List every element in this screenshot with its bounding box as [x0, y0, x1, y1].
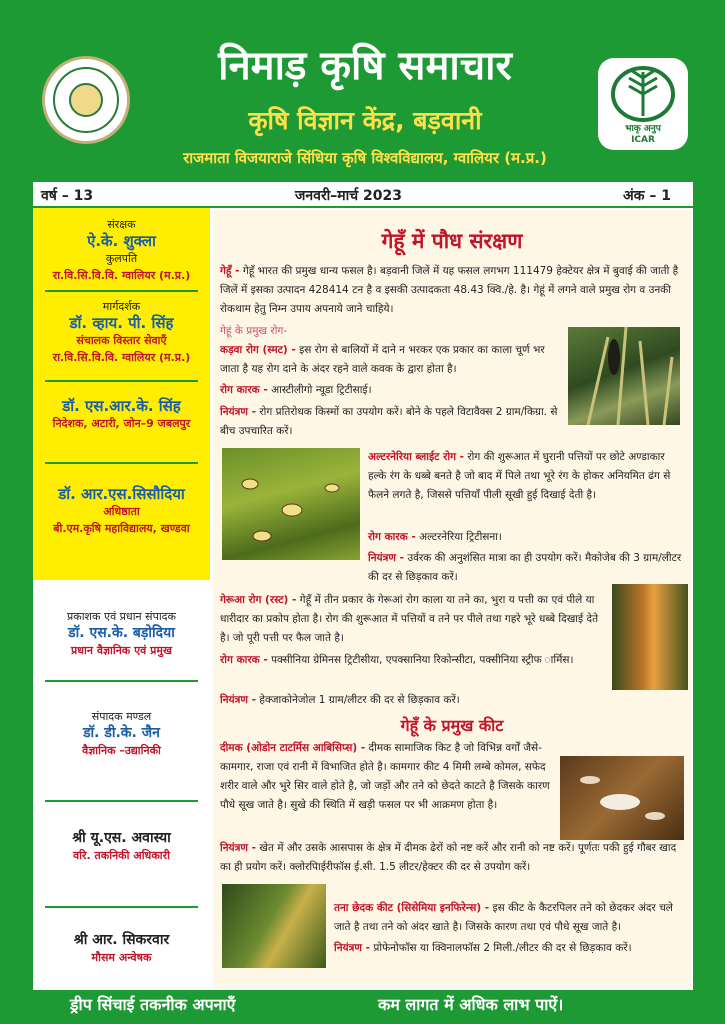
- guide-name: डॉ. व्हाय. पी. सिंह: [69, 314, 174, 332]
- wheat-ear-illustration: [568, 327, 680, 425]
- footer-slogan-right: कम लागत में अधिक लाभ पाऐं।: [378, 995, 564, 1014]
- editorial-role: वैज्ञानिक –उद्यानिकी: [82, 744, 161, 757]
- footer-slogan-left: ड्रीप सिंचाई तकनीक अपनाएँ: [70, 995, 236, 1014]
- atari-name: डॉ. एस.आर.के. सिंह: [62, 397, 181, 415]
- patron-name: ऐ.के. शुक्ला: [87, 232, 156, 250]
- borer-paragraph: [334, 899, 686, 937]
- dean-block: [33, 486, 210, 537]
- smut-cause-lead: रोग कारक -: [220, 384, 268, 396]
- rust-paragraph: [220, 591, 608, 648]
- guide-role: संचालक विस्तार सेवाएँ: [76, 334, 167, 347]
- smut-control-text: रोग प्रतिरोधक किस्मों का उपयोग करें। बोने के पहले विटावैक्स 2 ग्राम/किग्रा. से बीच उपचारित करें।: [220, 406, 558, 437]
- rust-text: गेहूँ में तीन प्रकार के गेरूआं रोग काला या तने का, भुरा य पत्ती का एवं पीले या धारीदार का प्रकोप होता है। रोग की शुरूआत में पत्तियों व तने पर पीले तथा गहरे भूरे धब्बे दिखाई देते है। जो पूरी पत्ती पर फैल जाते है।: [220, 594, 599, 644]
- editorial-label: संपादक मण्डल: [91, 710, 152, 723]
- pests-title: गेहूँ के प्रमुख कीट: [400, 716, 504, 735]
- issue-number: अंक – 1: [623, 188, 671, 204]
- blight-paragraph: [368, 448, 686, 505]
- smut-lead: कड़वा रोग (स्मट) -: [220, 344, 296, 356]
- guide-block: [33, 298, 210, 366]
- divider: [45, 800, 198, 802]
- smut-control: [220, 403, 564, 441]
- borer-lead: तना छेदक कीट (सिसेमिया इनफिरेन्स) -: [334, 902, 490, 914]
- termite-paragraph: [220, 739, 558, 815]
- publisher-block: [33, 608, 210, 659]
- sidebar-patrons: [33, 208, 210, 580]
- termite-photo: [560, 756, 684, 840]
- divider: [45, 290, 198, 292]
- patron-org: रा.वि.सि.वि.वि. ग्वालियर (म.प्र.): [52, 269, 191, 282]
- termite-illustration: [560, 756, 684, 840]
- university-logo: [42, 56, 130, 144]
- editorial-name: डॉ. डी.के. जैन: [83, 725, 160, 741]
- publisher-label: प्रकाशक एवं प्रधान संपादक: [67, 610, 176, 623]
- diseases-label: गेहूं के प्रमुख रोग-: [220, 325, 288, 337]
- dean-name: डॉ. आर.एस.सिसौदिया: [58, 485, 185, 503]
- rust-control-text: हेक्जाकोनेजोल 1 ग्राम/लीटर की दर से छिड़काव करें।: [259, 694, 460, 706]
- termite-control-lead: नियंत्रण -: [220, 842, 257, 854]
- smut-cause: [220, 381, 564, 400]
- icar-hindi-label: भाकृ अनुप: [625, 124, 661, 134]
- borer-control: [334, 939, 686, 958]
- smut-cause-text: आस्टीलीगो न्यूडा ट्रिटीसाई।: [271, 384, 372, 396]
- intro-lead: गेहूँ -: [220, 265, 240, 277]
- rust-cause: [220, 651, 608, 670]
- rust-control-lead: नियंत्रण -: [220, 694, 257, 706]
- blight-photo: [222, 448, 360, 560]
- rust-cause-text: पक्सीनिया ग्रेमिनस ट्रिटीसीया, एपक्सानिया रिकोन्सीटा, पक्सीनिया स्ट्रीफ ार्मिस।: [271, 654, 574, 666]
- intro-text: गेहूँ भारत की प्रमुख धान्य फसल है। बड़वानी जिलें में यह फसल लगभग 111479 हेक्टेयर क्षेत्र में बुवाई की जाती है जिलें में इसका उत्पादन 428414 टन है व इसकी उत्पादकता 48.43 क्वि./हे. है। गेहूं में लगने वाले प्रमुख रोग व उनकी रोकथाम हेतु निम्न उपाय अपनाये जाने चाहिये।: [220, 265, 679, 315]
- borer-text: इस कीट के कैटरपिलर तने को छेदकर अंदर चले जाते है तथा तने को अंदर खाते है। जिसके कारण तथा एवं पौधे सूख जाते है।: [334, 902, 673, 933]
- stem-borer-photo: [222, 884, 326, 968]
- borer-control-lead: नियंत्रण -: [334, 942, 371, 954]
- dean-role: अधिष्ठाता: [103, 505, 140, 518]
- termite-control-text: खेत में और उसके आसपास के क्षेत्र में दीमक ढेरों को नष्ट करें और रानी को नष्ट करें। पूर्णतः पकी हुई गौबर खाद का ही प्रयोग करें। क्लोरपिाईरीफॉस ई.सी. 1.5 लीटर/हेक्टर की दर से उपयोग करें।: [220, 842, 677, 873]
- guide-label: मार्गदर्शक: [102, 300, 141, 313]
- smut-paragraph: [220, 341, 564, 379]
- divider: [45, 380, 198, 382]
- rust-control: [220, 691, 608, 710]
- editorial-block: [33, 708, 210, 759]
- patron-block: [33, 216, 210, 284]
- rust-photo: [612, 584, 688, 690]
- atari-block: [33, 398, 210, 432]
- issue-year: वर्ष – 13: [41, 188, 94, 204]
- patron-role: कुलपति: [105, 252, 138, 265]
- divider: [45, 680, 198, 682]
- blight-cause: [368, 528, 686, 547]
- wheat-icon: [598, 58, 688, 124]
- divider: [45, 906, 198, 908]
- blight-cause-text: अल्टरनेरिया ट्रिटीसना।: [419, 531, 502, 543]
- logo-emblem: [69, 83, 103, 117]
- patron-label: संरक्षक: [107, 218, 136, 231]
- smut-control-lead: नियंत्रण -: [220, 406, 257, 418]
- weather-name: श्री आर. सिकरवार: [73, 932, 170, 948]
- blight-control: [368, 549, 686, 587]
- dean-org: बी.एम.कृषि महाविद्यालय, खण्डवा: [53, 522, 190, 535]
- kvk-subtitle: कृषि विज्ञान केंद्र, बड़वानी: [248, 106, 482, 135]
- officer-role: वरि. तकनिकी अधिकारी: [73, 849, 170, 862]
- guide-org: रा.वि.सि.वि.वि. ग्वालियर (म.प्र.): [52, 351, 191, 364]
- termite-lead: दीमक (ओडोन टाटर्मिस आबिसिप्स) -: [220, 742, 366, 754]
- icar-label: ICAR: [631, 135, 655, 145]
- issue-bar: [33, 180, 693, 208]
- termite-control: [220, 839, 686, 877]
- weather-role: मौसम अन्वेषक: [91, 951, 152, 964]
- borer-control-text: प्रोफेनोफॉस या क्विनालफॉस 2 मिली./लीटर की दर से छिड़काव करें।: [373, 942, 632, 954]
- rust-cause-lead: रोग कारक -: [220, 654, 268, 666]
- blight-control-text: उर्वरक की अनुशंसित मात्रा का ही उपयोग करें। मैकोजेब की 3 ग्राम/लीटर की दर से छिड़काव करें।: [368, 552, 682, 583]
- weather-block: [33, 932, 210, 966]
- issue-period: जनवरी–मार्च 2023: [295, 188, 403, 204]
- university-name: राजमाता विजयाराजे सिंधिया कृषि विश्वविद्यालय, ग्वालियर (म.प्र.): [183, 149, 547, 167]
- sidebar-editors: [33, 590, 210, 990]
- blight-cause-lead: रोग कारक -: [368, 531, 416, 543]
- leaf-spot-illustration: [222, 448, 360, 560]
- blight-lead: अल्टरनेरिया ब्लाईट रोग -: [368, 451, 465, 463]
- divider: [45, 462, 198, 464]
- smut-text: इस रोग से बालियों में दाने न भरकर एक प्रकार का काला चूर्ण भर जाता है यह रोग दाने के अंदर रहने वाले कवक के द्वारा होता है।: [220, 344, 545, 375]
- article-title: गेहूँ में पौध संरक्षण: [381, 229, 523, 253]
- termite-text: दीमक सामाजिक किट है जो विभिन्न वर्गों जैसे- कामगार, राजा एवं रानी में विभाजित होते है। कामगार कीट 4 मिमी लम्बे कोमल, सफेद शरीर वाले और भुरे सिर वाले होते है, जो जड़ों और तने को छेदते काटते है जिसके कारण पौधे सूख जाते है। सुखे की स्थिति में खड़ी फसल पर भी आक्रमण होता है।: [220, 742, 550, 811]
- officer-block: [33, 830, 210, 864]
- blight-text: रोग की शुरूआत में घुरानी पत्तियों पर छोटे अण्डाकार हल्के रंग के धब्बे बनते है जो बाद में पिले तथा भूरे रंग के होकर अनियमित ढंग से फैलने लगते है, जिससे पत्तियाँ पीली सूखी हुई दिखाई देती है।: [368, 451, 671, 501]
- intro-paragraph: [220, 262, 684, 319]
- atari-role: निदेशक, अटारी, जोन–9 जबलपुर: [52, 417, 191, 430]
- publisher-role: प्रधान वैज्ञानिक एवं प्रमुख: [71, 644, 172, 657]
- officer-name: श्री यू.एस. अवास्या: [72, 830, 171, 846]
- icar-logo: [598, 58, 688, 150]
- smut-photo: [568, 327, 680, 425]
- blight-control-lead: नियंत्रण -: [368, 552, 405, 564]
- rust-lead: गेरूआ रोग (रस्ट) -: [220, 594, 297, 606]
- publisher-name: डॉ. एस.के. बड़ोदिया: [68, 625, 175, 641]
- newsletter-title: निमाड़ कृषि समाचार: [218, 43, 512, 89]
